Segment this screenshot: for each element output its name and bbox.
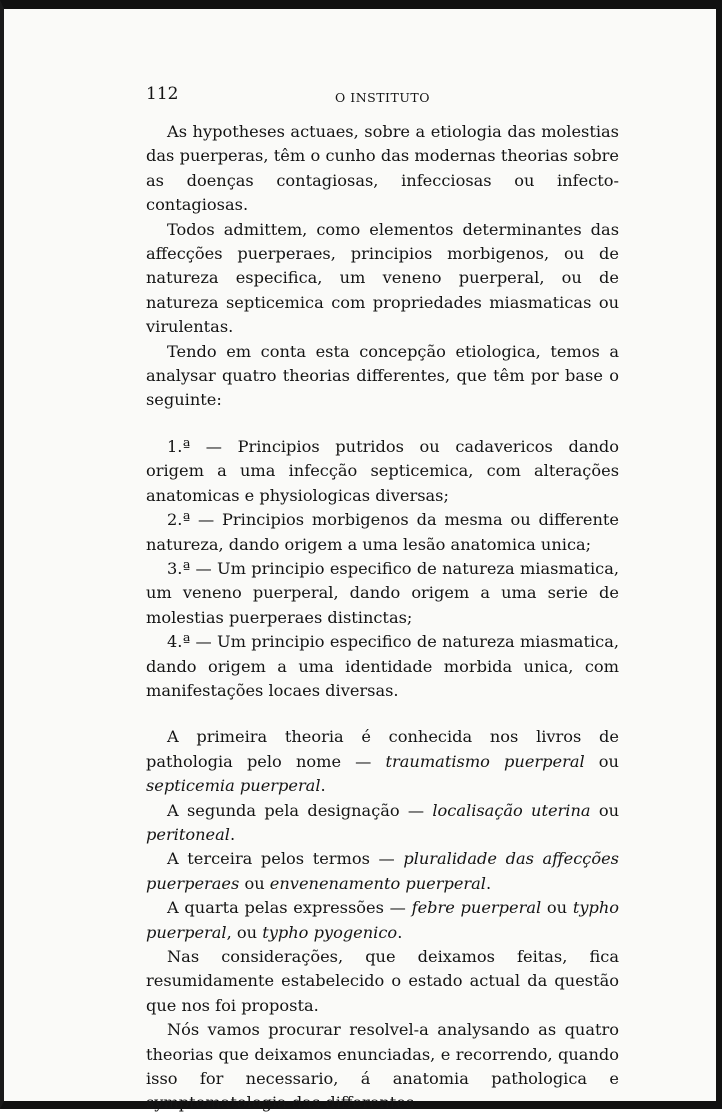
theory-item-4: 4.ª — Um principio especifico de natureza miasmatica, dando origem a uma identidade morbida unica, com manifestações locaes diversas. [146,632,619,700]
term-envenenamento: envenenamento puerperal [269,873,486,893]
page-header [146,80,619,108]
designation-third: A terceira pelos termos — pluralidade das affecções puerperaes ou envenenamento puerperal. [146,849,619,893]
theory-item-3: 3.ª — Um principio especifico de natureza miasmatica, um veneno puerperal, dando origem a uma serie de molestias puerperaes distinctas; [146,558,619,627]
book-page [146,80,619,1116]
page-number: 112 [146,84,179,104]
theory-item-1: 1.ª — Principios putridos ou cadavericos dando origem a uma infecção septicemica, com alterações anatomicas e physiologicas diversas; [146,436,619,505]
closing-paragraph-2: Nós vamos procurar resolvel-a analysando as quatro theorias que deixamos enunciadas, e recorrendo, quando isso for necessario, á anatomia pathologica e symptomatologia das differentes [146,1020,619,1113]
intro-paragraph-2: Todos admittem, como elementos determinantes das affecções puerperaes, principios morbigenos, ou de natureza especifica, um veneno puerperal, ou de natureza septicemica com propriedades miasmaticas ou virulentas. [146,219,619,337]
term-peritoneal: peritoneal [146,824,230,844]
section-gap [146,413,619,435]
term-febre-puerperal: febre puerperal [411,898,542,918]
term-septicemia: septicemia puerperal [146,776,321,796]
running-title: O INSTITUTO [335,90,430,105]
designation-second: A segunda pela designação — localisação uterina ou peritoneal. [146,800,619,844]
term-typho-puerperal: typho puerperal [146,898,620,942]
intro-paragraph-3: Tendo em conta esta concepção etiologica, temos a analysar quatro theorias differentes, que têm por base o seguinte: [146,341,619,410]
designation-first: A primeira theoria é conhecida nos livros de pathologia pelo nome — traumatismo puerperal ou septicemia puerperal. [146,727,619,796]
term-localisacao: localisação uterina [432,800,591,820]
intro-paragraph-1: As hypotheses actuaes, sobre a etiologia das molestias das puerperas, têm o cunho das modernas theorias sobre as doenças contagiosas, infecciosas ou infecto-contagiosas. [146,122,619,215]
designation-fourth: A quarta pelas expressões — febre puerperal ou typho puerperal, ou typho pyogenico. [146,898,620,942]
closing-paragraph-1: Nas considerações, que deixamos feitas, fica resumidamente estabelecido o estado actual da questão que nos foi proposta. [146,947,619,1015]
term-pluralidade: pluralidade das affecções puerperaes [146,849,619,893]
theory-item-2: 2.ª — Principios morbigenos da mesma ou differente natureza, dando origem a uma lesão anatomica unica; [146,510,619,554]
term-traumatismo: traumatismo puerperal [385,751,585,771]
term-typho-pyogenico: typho pyogenico [262,922,398,942]
section-gap [146,703,619,725]
